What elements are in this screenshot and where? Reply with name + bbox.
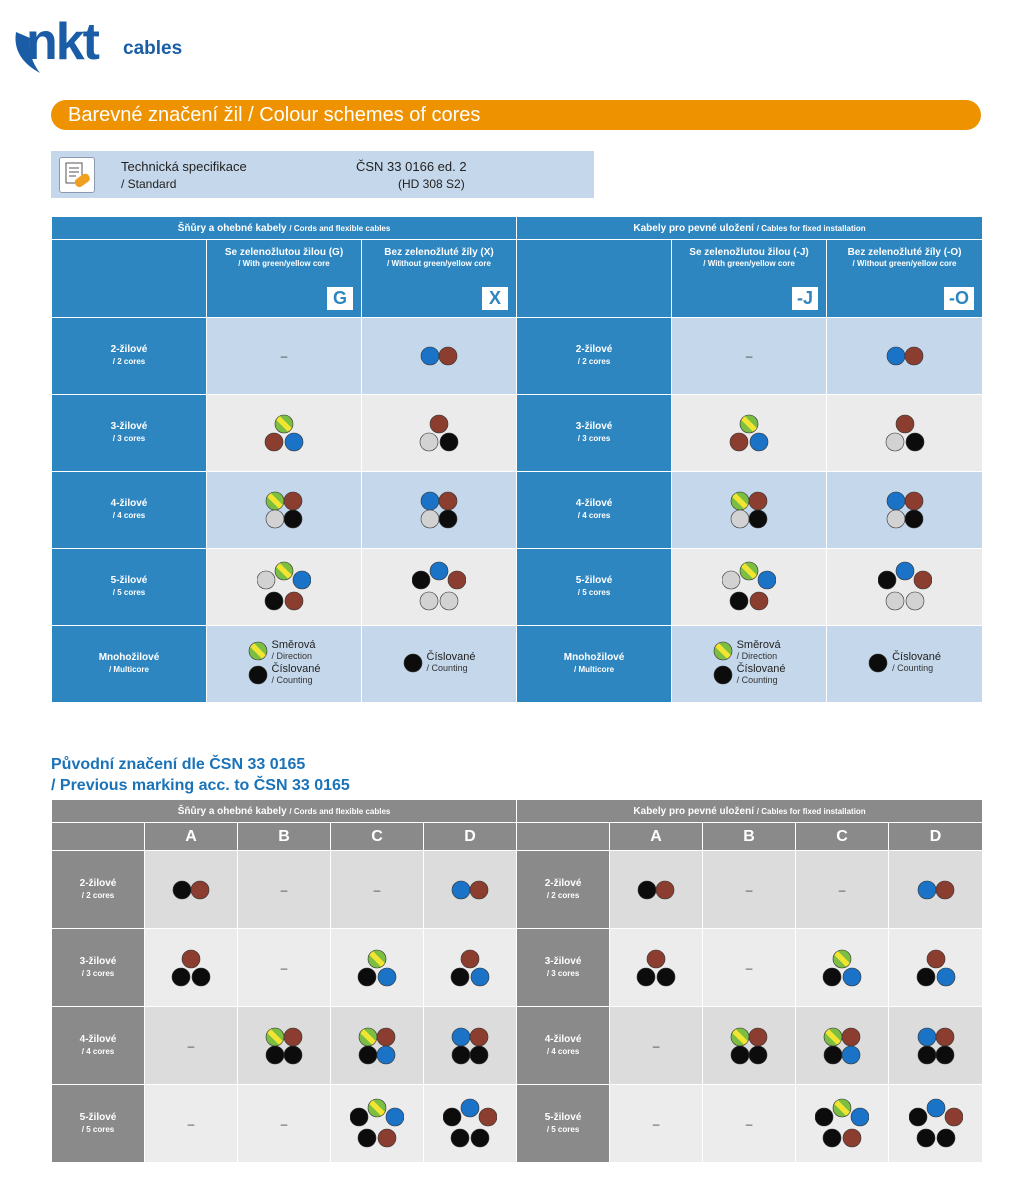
core-black bbox=[815, 1108, 833, 1126]
table-cell: – bbox=[703, 1085, 796, 1163]
cable-cores-icon bbox=[722, 561, 776, 613]
table-cell bbox=[610, 929, 703, 1007]
cable-cores-icon bbox=[257, 561, 311, 613]
table-cell: – bbox=[238, 1085, 331, 1163]
section-banner: Barevné značení žil / Colour schemes of cores bbox=[51, 100, 981, 130]
core-brown bbox=[439, 347, 457, 365]
table-cell: – bbox=[610, 1007, 703, 1085]
row-label: 5-žilové / 5 cores bbox=[517, 549, 672, 626]
cable-cores-icon bbox=[729, 1026, 769, 1066]
table-cell bbox=[827, 395, 983, 472]
core-grey bbox=[440, 592, 458, 610]
cable-cores-icon bbox=[713, 641, 733, 661]
code-badge: -O bbox=[944, 287, 974, 310]
code-badge: -J bbox=[792, 287, 818, 310]
core-black bbox=[824, 1046, 842, 1064]
column-header-o: Bez zelenožluté žíly (-O) / Without green/yellow core -O bbox=[827, 240, 983, 318]
table-cell bbox=[424, 1007, 517, 1085]
core-black bbox=[451, 968, 469, 986]
table-cell: – bbox=[238, 851, 331, 929]
table-cell bbox=[889, 1007, 983, 1085]
core-black bbox=[470, 1046, 488, 1064]
code-badge: X bbox=[482, 287, 508, 310]
core-black bbox=[284, 1046, 302, 1064]
table-cell bbox=[145, 929, 238, 1007]
row-label: 5-žilové / 5 cores bbox=[52, 1085, 145, 1163]
core-gy bbox=[249, 642, 267, 660]
table-cell bbox=[889, 929, 983, 1007]
core-blue bbox=[285, 433, 303, 451]
row-label: 5-žilové / 5 cores bbox=[52, 549, 207, 626]
table-cell bbox=[362, 395, 517, 472]
group-header-fixed: Kabely pro pevné uložení / Cables for fixed installation bbox=[517, 217, 983, 240]
core-black bbox=[823, 968, 841, 986]
core-brown bbox=[905, 492, 923, 510]
spec-box bbox=[51, 151, 594, 198]
table-cell bbox=[362, 549, 517, 626]
logo-cables-text: cables bbox=[123, 38, 183, 59]
core-grey bbox=[266, 510, 284, 528]
core-brown bbox=[749, 1028, 767, 1046]
core-gy bbox=[740, 562, 758, 580]
core-black bbox=[905, 510, 923, 528]
core-blue bbox=[377, 1046, 395, 1064]
core-brown bbox=[470, 881, 488, 899]
table-cell: – bbox=[207, 318, 362, 395]
cable-cores-icon bbox=[729, 414, 769, 452]
cable-cores-icon bbox=[909, 1098, 963, 1150]
table-cell: – bbox=[610, 1085, 703, 1163]
row-label: 3-žilové / 3 cores bbox=[517, 929, 610, 1007]
core-blue bbox=[461, 1099, 479, 1117]
column-letter: C bbox=[796, 823, 889, 851]
table-cell: Číslované / Counting bbox=[827, 626, 983, 703]
core-blue bbox=[293, 571, 311, 589]
table-cell bbox=[827, 318, 983, 395]
spec-label-en: / Standard bbox=[121, 177, 177, 191]
column-letter: B bbox=[238, 823, 331, 851]
core-blue bbox=[452, 881, 470, 899]
cable-cores-icon bbox=[350, 1098, 404, 1150]
header-blank bbox=[517, 240, 672, 318]
cable-cores-icon bbox=[264, 490, 304, 530]
spec-label-cz: Technická specifikace bbox=[121, 159, 247, 174]
core-brown bbox=[647, 950, 665, 968]
cable-cores-icon bbox=[443, 1098, 497, 1150]
core-gy bbox=[824, 1028, 842, 1046]
core-grey bbox=[421, 510, 439, 528]
row-label: 2-žilové / 2 cores bbox=[517, 851, 610, 929]
core-black bbox=[869, 654, 887, 672]
nkt-logo bbox=[10, 13, 200, 78]
cable-cores-icon bbox=[248, 641, 268, 661]
core-blue bbox=[842, 1046, 860, 1064]
core-blue bbox=[887, 492, 905, 510]
core-blue bbox=[851, 1108, 869, 1126]
row-label: Mnohožilové / Multicore bbox=[52, 626, 207, 703]
row-label: 2-žilové / 2 cores bbox=[52, 851, 145, 929]
cable-cores-icon bbox=[450, 949, 490, 987]
table-cell bbox=[331, 1085, 424, 1163]
table-cell: – bbox=[145, 1085, 238, 1163]
core-black bbox=[917, 968, 935, 986]
row-label: 4-žilové / 4 cores bbox=[52, 472, 207, 549]
core-brown bbox=[905, 347, 923, 365]
core-brown bbox=[378, 1129, 396, 1147]
core-brown bbox=[439, 492, 457, 510]
cable-cores-icon bbox=[729, 490, 769, 530]
table-cell bbox=[424, 1085, 517, 1163]
core-grey bbox=[886, 433, 904, 451]
core-brown bbox=[430, 415, 448, 433]
core-blue bbox=[421, 347, 439, 365]
code-badge: G bbox=[327, 287, 353, 310]
core-black bbox=[439, 510, 457, 528]
table-cell: – bbox=[703, 851, 796, 929]
core-gy bbox=[731, 492, 749, 510]
table-cell bbox=[145, 851, 238, 929]
table-cell: – bbox=[238, 929, 331, 1007]
cable-cores-icon bbox=[822, 949, 862, 987]
core-gy bbox=[368, 1099, 386, 1117]
document-icon bbox=[59, 157, 95, 193]
table-cell bbox=[331, 1007, 424, 1085]
core-blue bbox=[843, 968, 861, 986]
table-cell bbox=[796, 1085, 889, 1163]
table-cell bbox=[238, 1007, 331, 1085]
core-black bbox=[358, 1129, 376, 1147]
core-blue bbox=[750, 433, 768, 451]
colour-scheme-table bbox=[51, 216, 983, 703]
core-black bbox=[730, 592, 748, 610]
core-black bbox=[358, 968, 376, 986]
row-label: 4-žilové / 4 cores bbox=[52, 1007, 145, 1085]
core-black bbox=[265, 592, 283, 610]
row-label: 2-žilové / 2 cores bbox=[517, 318, 672, 395]
core-black bbox=[937, 1129, 955, 1147]
row-label: 2-žilové / 2 cores bbox=[52, 318, 207, 395]
core-brown bbox=[284, 1028, 302, 1046]
cable-cores-icon bbox=[420, 346, 458, 366]
core-blue bbox=[421, 492, 439, 510]
cable-cores-icon bbox=[171, 949, 211, 987]
core-black bbox=[731, 1046, 749, 1064]
cable-cores-icon bbox=[885, 490, 925, 530]
cable-cores-icon bbox=[822, 1026, 862, 1066]
core-brown bbox=[936, 881, 954, 899]
core-gy bbox=[266, 1028, 284, 1046]
table-cell: – bbox=[145, 1007, 238, 1085]
table-cell bbox=[610, 851, 703, 929]
core-blue bbox=[471, 968, 489, 986]
table-cell bbox=[207, 472, 362, 549]
row-label: 4-žilové / 4 cores bbox=[517, 472, 672, 549]
core-black bbox=[657, 968, 675, 986]
table-cell: Číslované / Counting bbox=[362, 626, 517, 703]
core-black bbox=[350, 1108, 368, 1126]
core-blue bbox=[452, 1028, 470, 1046]
section2-title: Původní značení dle ČSN 33 0165 bbox=[51, 756, 306, 773]
core-grey bbox=[886, 592, 904, 610]
core-black bbox=[172, 968, 190, 986]
core-black bbox=[714, 666, 732, 684]
core-brown bbox=[896, 415, 914, 433]
header-blank bbox=[52, 823, 145, 851]
core-gy bbox=[740, 415, 758, 433]
previous-marking-table bbox=[51, 799, 983, 1163]
cable-cores-icon bbox=[886, 346, 924, 366]
table-cell: – bbox=[703, 929, 796, 1007]
group-header-fixed: Kabely pro pevné uložení / Cables for fixed installation bbox=[517, 800, 983, 823]
table-cell bbox=[889, 1085, 983, 1163]
core-brown bbox=[842, 1028, 860, 1046]
core-blue bbox=[918, 1028, 936, 1046]
core-black bbox=[412, 571, 430, 589]
table-cell bbox=[796, 929, 889, 1007]
cable-cores-icon bbox=[917, 880, 955, 900]
core-grey bbox=[722, 571, 740, 589]
core-black bbox=[443, 1108, 461, 1126]
core-brown bbox=[470, 1028, 488, 1046]
core-gy bbox=[275, 415, 293, 433]
cable-cores-icon bbox=[450, 1026, 490, 1066]
core-black bbox=[918, 1046, 936, 1064]
core-blue bbox=[386, 1108, 404, 1126]
core-brown bbox=[479, 1108, 497, 1126]
table-cell bbox=[672, 395, 827, 472]
core-blue bbox=[918, 881, 936, 899]
core-gy bbox=[266, 492, 284, 510]
cable-cores-icon bbox=[419, 490, 459, 530]
table-cell bbox=[207, 549, 362, 626]
core-black bbox=[637, 968, 655, 986]
core-gy bbox=[714, 642, 732, 660]
core-black bbox=[249, 666, 267, 684]
core-black bbox=[471, 1129, 489, 1147]
core-grey bbox=[420, 592, 438, 610]
cable-cores-icon bbox=[403, 653, 423, 673]
table-cell bbox=[672, 549, 827, 626]
table-cell: Směrová / Direction Číslované / Counting bbox=[207, 626, 362, 703]
table-cell bbox=[889, 851, 983, 929]
spec-value-1: ČSN 33 0166 ed. 2 bbox=[356, 159, 467, 174]
table-cell bbox=[207, 395, 362, 472]
core-gy bbox=[368, 950, 386, 968]
table-cell: – bbox=[672, 318, 827, 395]
core-black bbox=[878, 571, 896, 589]
spec-value-2: (HD 308 S2) bbox=[398, 177, 465, 191]
core-black bbox=[451, 1129, 469, 1147]
core-brown bbox=[377, 1028, 395, 1046]
column-header-j: Se zelenožlutou žilou (-J) / With green/yellow core -J bbox=[672, 240, 827, 318]
core-brown bbox=[843, 1129, 861, 1147]
core-black bbox=[359, 1046, 377, 1064]
core-black bbox=[404, 654, 422, 672]
cable-cores-icon bbox=[172, 880, 210, 900]
row-label: 3-žilové / 3 cores bbox=[52, 395, 207, 472]
row-label: Mnohožilové / Multicore bbox=[517, 626, 672, 703]
section2-subtitle: / Previous marking acc. to ČSN 33 0165 bbox=[51, 777, 350, 794]
header-blank bbox=[52, 240, 207, 318]
table-cell bbox=[672, 472, 827, 549]
core-brown bbox=[927, 950, 945, 968]
column-header-x: Bez zelenožluté žíly (X) / Without green/yellow core X bbox=[362, 240, 517, 318]
column-letter: D bbox=[889, 823, 983, 851]
row-label: 3-žilové / 3 cores bbox=[517, 395, 672, 472]
cable-cores-icon bbox=[636, 949, 676, 987]
core-grey bbox=[887, 510, 905, 528]
cable-cores-icon bbox=[357, 949, 397, 987]
logo-nkt-text: nkt bbox=[26, 13, 98, 71]
cable-cores-icon bbox=[868, 653, 888, 673]
row-label: 5-žilové / 5 cores bbox=[517, 1085, 610, 1163]
core-black bbox=[906, 433, 924, 451]
column-letter: C bbox=[331, 823, 424, 851]
core-black bbox=[917, 1129, 935, 1147]
cable-cores-icon bbox=[357, 1026, 397, 1066]
core-gy bbox=[833, 1099, 851, 1117]
core-black bbox=[749, 1046, 767, 1064]
core-brown bbox=[749, 492, 767, 510]
core-brown bbox=[461, 950, 479, 968]
core-black bbox=[284, 510, 302, 528]
column-letter: A bbox=[145, 823, 238, 851]
core-black bbox=[909, 1108, 927, 1126]
core-black bbox=[440, 433, 458, 451]
column-letter: A bbox=[610, 823, 703, 851]
table-cell bbox=[703, 1007, 796, 1085]
core-brown bbox=[945, 1108, 963, 1126]
cable-cores-icon bbox=[451, 880, 489, 900]
table-cell bbox=[796, 1007, 889, 1085]
column-header-g: Se zelenožlutou žilou (G) / With green/yellow core G bbox=[207, 240, 362, 318]
core-grey bbox=[731, 510, 749, 528]
core-blue bbox=[937, 968, 955, 986]
cable-cores-icon bbox=[264, 1026, 304, 1066]
table-cell bbox=[362, 318, 517, 395]
cable-cores-icon bbox=[248, 665, 268, 685]
core-blue bbox=[430, 562, 448, 580]
cable-cores-icon bbox=[878, 561, 932, 613]
core-blue bbox=[758, 571, 776, 589]
row-label: 4-žilové / 4 cores bbox=[517, 1007, 610, 1085]
core-blue bbox=[887, 347, 905, 365]
table-cell: Směrová / Direction Číslované / Counting bbox=[672, 626, 827, 703]
core-blue bbox=[927, 1099, 945, 1117]
table-cell bbox=[827, 472, 983, 549]
core-black bbox=[173, 881, 191, 899]
core-black bbox=[823, 1129, 841, 1147]
core-gy bbox=[359, 1028, 377, 1046]
table-cell: – bbox=[796, 851, 889, 929]
group-header-cords: Šňůry a ohebné kabely / Cords and flexible cables bbox=[52, 217, 517, 240]
core-grey bbox=[420, 433, 438, 451]
core-brown bbox=[191, 881, 209, 899]
cable-cores-icon bbox=[916, 1026, 956, 1066]
table-cell bbox=[424, 929, 517, 1007]
cable-cores-icon bbox=[637, 880, 675, 900]
core-gy bbox=[275, 562, 293, 580]
column-letter: B bbox=[703, 823, 796, 851]
core-blue bbox=[378, 968, 396, 986]
core-brown bbox=[265, 433, 283, 451]
core-grey bbox=[906, 592, 924, 610]
cable-cores-icon bbox=[815, 1098, 869, 1150]
core-blue bbox=[896, 562, 914, 580]
cable-cores-icon bbox=[916, 949, 956, 987]
column-letter: D bbox=[424, 823, 517, 851]
core-brown bbox=[656, 881, 674, 899]
table-cell bbox=[362, 472, 517, 549]
core-brown bbox=[730, 433, 748, 451]
core-black bbox=[266, 1046, 284, 1064]
core-black bbox=[192, 968, 210, 986]
core-black bbox=[452, 1046, 470, 1064]
core-brown bbox=[448, 571, 466, 589]
cable-cores-icon bbox=[885, 414, 925, 452]
table-cell bbox=[424, 851, 517, 929]
core-brown bbox=[914, 571, 932, 589]
core-brown bbox=[936, 1028, 954, 1046]
core-brown bbox=[285, 592, 303, 610]
cable-cores-icon bbox=[264, 414, 304, 452]
core-brown bbox=[284, 492, 302, 510]
core-black bbox=[936, 1046, 954, 1064]
core-gy bbox=[833, 950, 851, 968]
core-brown bbox=[750, 592, 768, 610]
cable-cores-icon bbox=[713, 665, 733, 685]
cable-cores-icon bbox=[412, 561, 466, 613]
table-cell bbox=[331, 929, 424, 1007]
core-gy bbox=[731, 1028, 749, 1046]
table-cell: – bbox=[331, 851, 424, 929]
group-header-cords: Šňůry a ohebné kabely / Cords and flexible cables bbox=[52, 800, 517, 823]
row-label: 3-žilové / 3 cores bbox=[52, 929, 145, 1007]
core-black bbox=[638, 881, 656, 899]
core-grey bbox=[257, 571, 275, 589]
table-cell bbox=[827, 549, 983, 626]
core-brown bbox=[182, 950, 200, 968]
core-black bbox=[749, 510, 767, 528]
cable-cores-icon bbox=[419, 414, 459, 452]
header-blank bbox=[517, 823, 610, 851]
